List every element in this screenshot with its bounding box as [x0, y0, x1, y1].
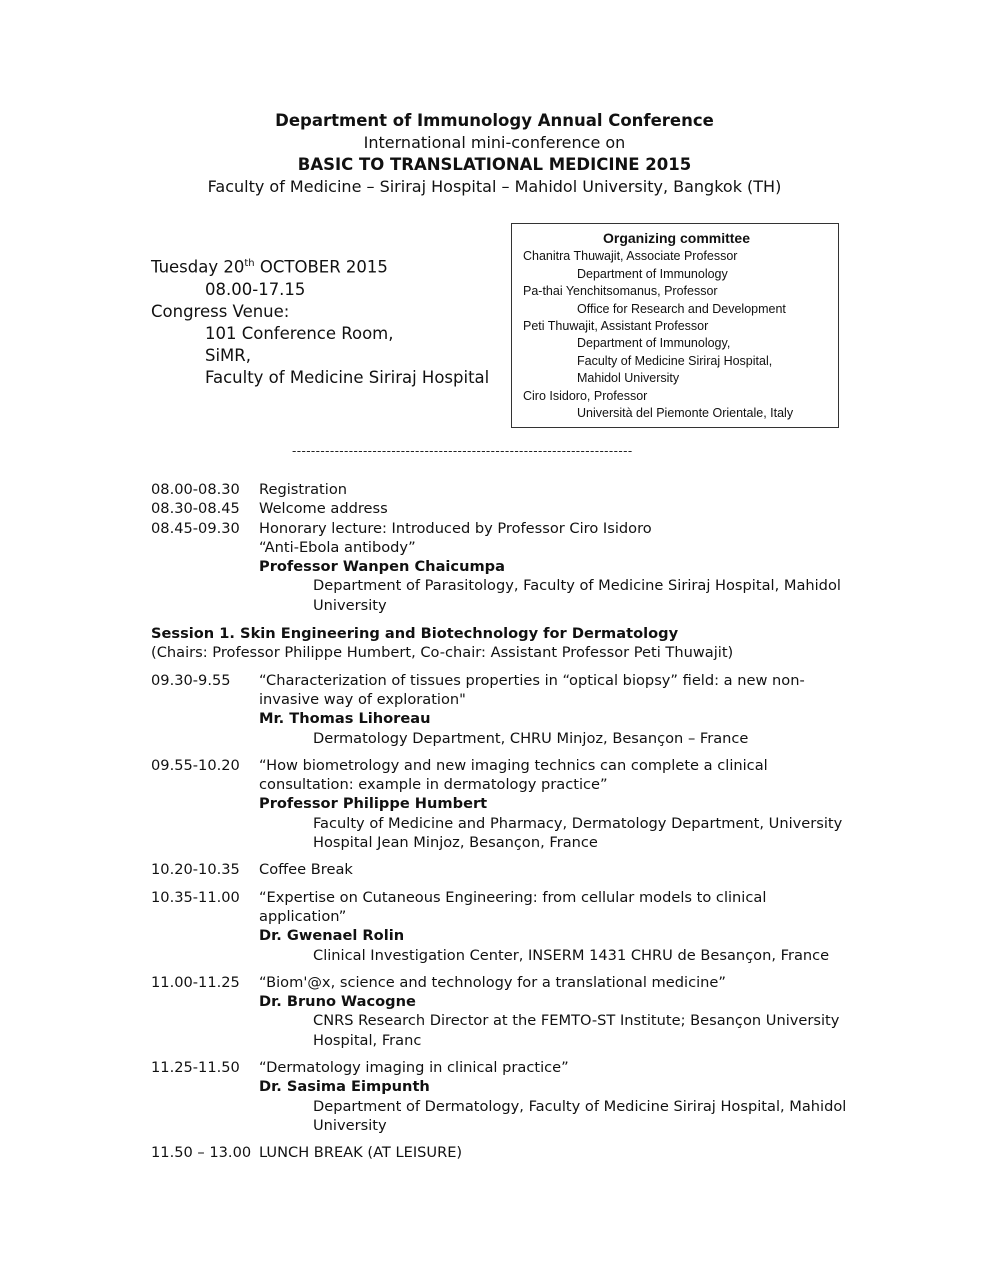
- committee-affiliation: Faculty of Medicine Siriraj Hospital,: [577, 353, 773, 368]
- program-time: 08.45-09.30: [151, 519, 240, 537]
- speaker-affiliation: Dermatology Department, CHRU Minjoz, Besançon – France: [313, 729, 749, 747]
- speaker-affiliation: Department of Dermatology, Faculty of Medicine Siriraj Hospital, Mahidol University: [313, 1097, 847, 1134]
- event-day-suffix: th: [244, 258, 255, 269]
- committee-member: Chanitra Thuwajit, Associate Professor: [523, 249, 738, 264]
- program-text: Welcome address: [259, 500, 388, 518]
- speaker-affiliation: Clinical Investigation Center, INSERM 1431 CHRU de Besançon, France: [313, 946, 830, 964]
- program-item: [151, 756, 851, 852]
- speaker-affiliation: Department of Parasitology, Faculty of Medicine Siriraj Hospital, Mahidol University: [313, 577, 841, 614]
- event-day: Tuesday 20: [151, 257, 245, 277]
- program-schedule: [151, 480, 851, 1163]
- program-time: 08.30-08.45: [151, 500, 240, 518]
- program-text: Registration: [259, 481, 348, 498]
- venue-line: Faculty of Medicine Siriraj Hospital: [205, 367, 490, 387]
- venue-label: Congress Venue:: [151, 301, 290, 321]
- speaker-name: Dr. Bruno Wacogne: [259, 993, 416, 1011]
- committee-member: Pa-thai Yenchitsomanus, Professor: [523, 284, 718, 299]
- program-item: [151, 519, 851, 615]
- session-chairs: (Chairs: Professor Philippe Humbert, Co-chair: Assistant Professor Peti Thuwajit): [151, 644, 734, 662]
- talk-title: “Dermatology imaging in clinical practice”: [259, 1059, 569, 1077]
- program-time: 08.00-08.30: [151, 481, 240, 498]
- speaker-affiliation: CNRS Research Director at the FEMTO-ST Institute; Besançon University Hospital, Franc: [313, 1012, 840, 1049]
- speaker-name: Professor Philippe Humbert: [259, 795, 488, 813]
- conference-host: Faculty of Medicine – Siriraj Hospital – Mahidol University, Bangkok (TH): [207, 177, 782, 196]
- event-date: [151, 253, 489, 279]
- speaker-name: Dr. Gwenael Rolin: [259, 927, 405, 945]
- speaker-name: Dr. Sasima Eimpunth: [259, 1078, 430, 1096]
- committee-affiliation: Università del Piemonte Orientale, Italy: [577, 406, 794, 421]
- committee-title: Organizing committee: [602, 230, 751, 246]
- program-item: [151, 1058, 851, 1135]
- talk-title: “How biometrology and new imaging technics can complete a clinical consultation: example in dermatology practice”: [259, 756, 768, 794]
- program-time: 10.35-11.00: [151, 888, 240, 906]
- session-title: Session 1. Skin Engineering and Biotechnology for Dermatology: [151, 625, 679, 643]
- program-text: Coffee Break: [259, 861, 353, 879]
- speaker-affiliation: Faculty of Medicine and Pharmacy, Dermatology Department, University Hospital Jean Minjoz, Besançon, France: [313, 814, 843, 852]
- program-item: [151, 671, 851, 748]
- committee-affiliation: Office for Research and Development: [577, 301, 786, 316]
- event-time: 08.00-17.15: [205, 279, 306, 299]
- program-item: [151, 1143, 851, 1162]
- committee-member: Peti Thuwajit, Assistant Professor: [523, 319, 709, 334]
- document-header: [0, 110, 989, 198]
- talk-title: “Biom'@x, science and technology for a translational medicine”: [259, 973, 726, 991]
- program-item: [151, 860, 851, 879]
- committee-affiliation: Department of Immunology: [577, 266, 728, 281]
- session-header: [151, 624, 851, 663]
- program-time: 09.55-10.20: [151, 756, 240, 774]
- committee-member: Ciro Isidoro, Professor: [523, 388, 648, 403]
- program-time: 11.00-11.25: [151, 973, 240, 991]
- program-item: [151, 480, 851, 499]
- event-month-year: OCTOBER 2015: [254, 257, 388, 277]
- conference-title: Department of Immunology Annual Conference: [275, 111, 714, 130]
- program-text: LUNCH BREAK (AT LEISURE): [259, 1144, 463, 1162]
- program-time: 10.20-10.35: [151, 861, 240, 879]
- venue-line: SiMR,: [205, 345, 252, 365]
- talk-title: “Expertise on Cutaneous Engineering: from cellular models to clinical application”: [259, 888, 767, 925]
- venue-line: 101 Conference Room,: [205, 323, 394, 343]
- program-time: 11.25-11.50: [151, 1059, 240, 1077]
- divider: ------------------------------------------------------------------------: [292, 444, 633, 458]
- event-details: [151, 253, 489, 389]
- program-text: Honorary lecture: Introduced by Professor Ciro Isidoro: [259, 519, 652, 537]
- program-item: [151, 499, 851, 518]
- committee-affiliation: Mahidol University: [577, 371, 680, 386]
- talk-title: “Anti-Ebola antibody”: [259, 538, 416, 556]
- program-item: [151, 888, 851, 965]
- committee-list: [523, 248, 830, 422]
- talk-title: “Characterization of tissues properties in “optical biopsy” field: a new non-invasive way of exploration": [259, 671, 805, 708]
- speaker-name: Mr. Thomas Lihoreau: [259, 710, 431, 728]
- conference-subtitle: International mini-conference on: [363, 133, 626, 152]
- organizing-committee-box: [511, 223, 839, 428]
- program-time: 11.50 – 13.00: [151, 1144, 252, 1162]
- conference-theme: BASIC TO TRANSLATIONAL MEDICINE 2015: [297, 155, 692, 174]
- program-time: 09.30-9.55: [151, 671, 231, 689]
- speaker-name: Professor Wanpen Chaicumpa: [259, 558, 505, 576]
- program-item: [151, 973, 851, 1050]
- committee-affiliation: Department of Immunology,: [577, 336, 731, 351]
